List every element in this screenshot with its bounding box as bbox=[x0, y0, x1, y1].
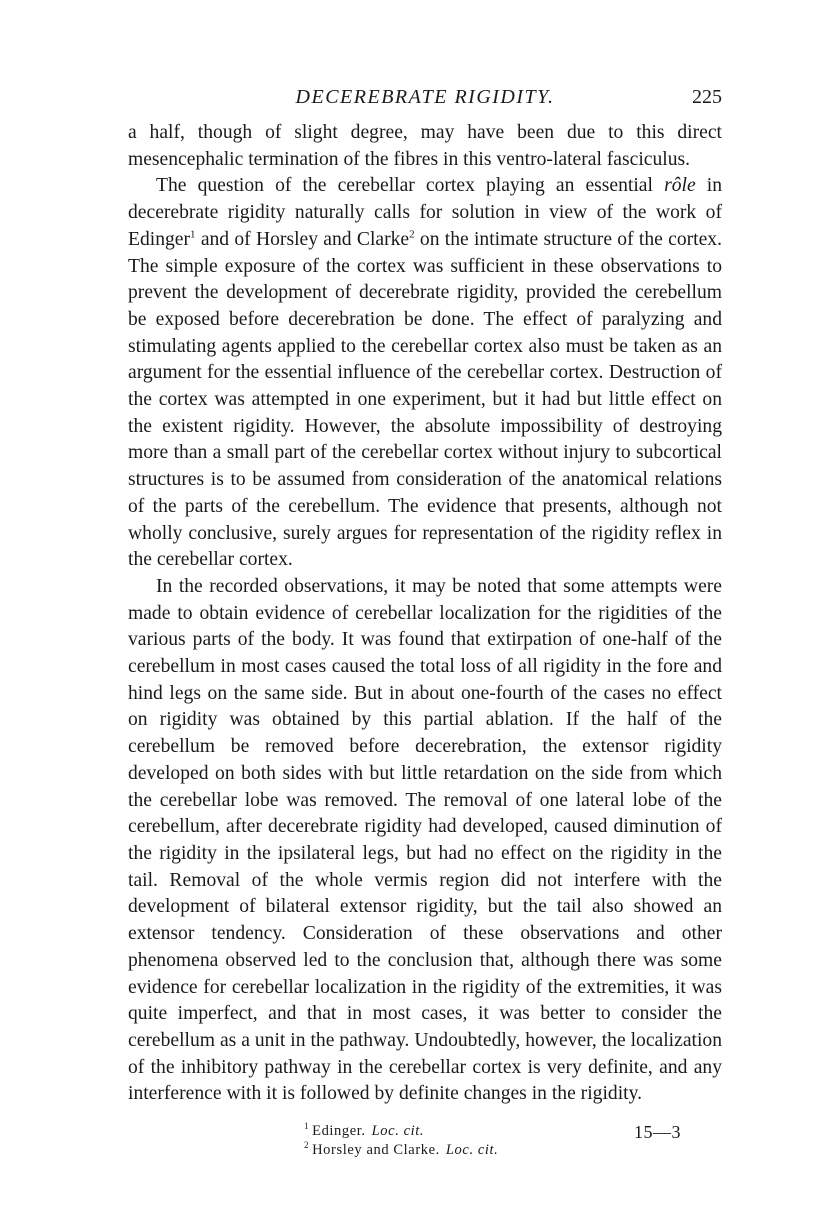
body-text bbox=[128, 120, 722, 1108]
footnote-1: $^1$ Edinger. Loc. cit. bbox=[304, 1121, 425, 1140]
running-title: DECEREBRATE RIGIDITY. bbox=[295, 86, 555, 108]
footnote-ref-2: 2 bbox=[409, 228, 415, 241]
paragraph-2: The question of the cerebellar cortex playing an essential rôle in decerebrate rigidity naturally calls for solution in view of the work of Edinger$^1$ and of Horsley and Clarke$^2$ on the intimate structure of the cortex. The simple exposure of the cortex was sufficient in these observations to prevent the development of decerebrate rigidity, provided the cerebellum be exposed before decerebration be done. The effect of paralyzing and stimulating agents applied to the cerebellar cortex also must be taken as an argument for the essential influence of the cerebellar cortex. Destruction of the cortex was attempted in one experiment, but it had but little effect on the existent rigidity. However, the absolute impossibility of destroying more than a small part of the cerebellar cortex without injury to subcortical structures is to be assumed from consideration of the anatomical relations of the parts of the cerebellum. The evidence that presents, although not wholly conclusive, surely argues for representation of the rigidity reflex in the cerebellar cortex. bbox=[128, 175, 722, 571]
paragraph-3: In the recorded observations, it may be noted that some attempts were made to obtain evidence of cerebellar localization for the rigidities of the various parts of the body. It was found that extirpation of one-half of the cerebellum in most cases caused the total loss of all rigidity in the fore and hind legs on the same side. But in about one-fourth of the cases no effect on rigidity was obtained by this partial ablation. If the half of the cerebellum be removed before decerebration, the extensor rigidity developed on both sides with but little retardation on the side from which the cerebellar lobe was removed. The removal of one lateral lobe of the cerebellum, after decerebrate rigidity had developed, caused diminution of the rigidity in the ipsilateral legs, but had no effect on the rigidity in the tail. Removal of the whole vermis region did not interfere with the development of bilateral extensor rigidity, but the tail also showed an extensor tendency. Consideration of these observations and other phenomena observed led to the conclusion that, although there was some evidence for cerebellar localization in the rigidity of the extremities, it was quite imperfect, and that in most cases, it was better to consider the cerebellum as a unit in the pathway. Undoubtedly, however, the localization of the inhibitory pathway in the cerebellar cortex is very definite, and any interference with it is followed by definite changes in the rigidity. bbox=[128, 575, 722, 1105]
paragraph-1: a half, though of slight degree, may have been due to this direct mesencephalic termination of the fibres in this ventro-lateral fasciculus. bbox=[128, 122, 722, 170]
footnote-ref-1: 1 bbox=[190, 228, 196, 241]
page bbox=[128, 86, 722, 1160]
page-number: 225 bbox=[692, 86, 722, 108]
footnote-2: $^2$ Horsley and Clarke. Loc. cit. bbox=[304, 1140, 499, 1159]
role-italic: rôle bbox=[664, 175, 696, 197]
running-header bbox=[128, 86, 722, 116]
footnotes bbox=[128, 1122, 722, 1160]
printer-signature: 15—3 bbox=[634, 1122, 681, 1142]
